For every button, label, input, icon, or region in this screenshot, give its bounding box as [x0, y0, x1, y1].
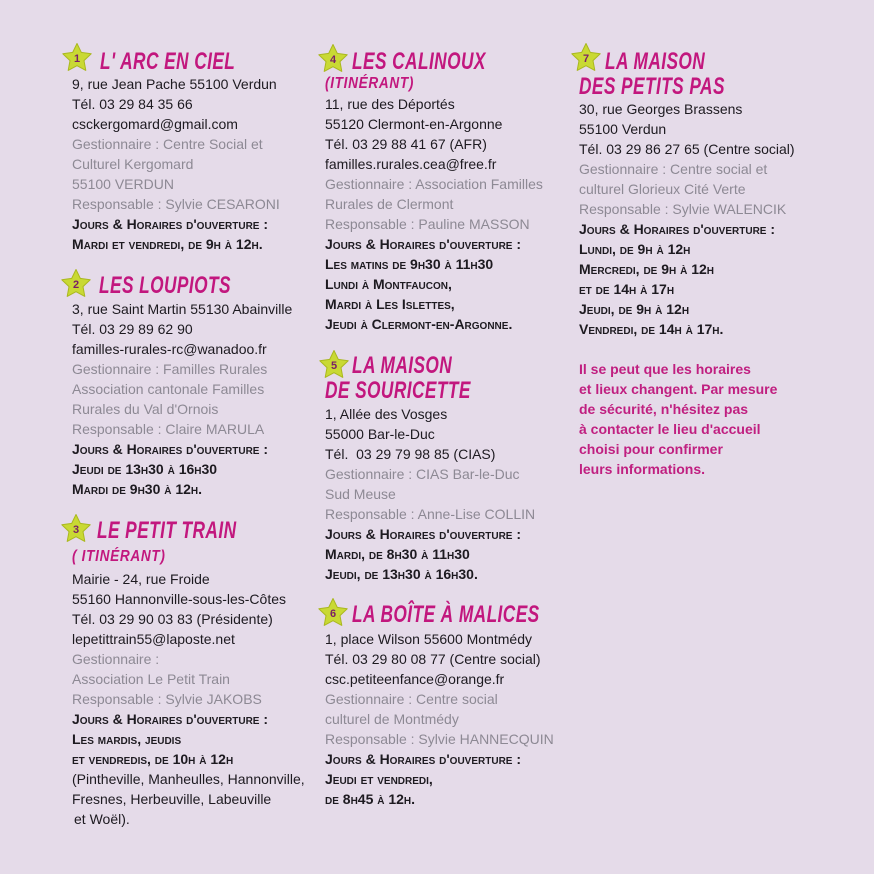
- address-line: Mairie - 24, rue Froide: [72, 571, 210, 587]
- manager-line: Gestionnaire :: [72, 651, 160, 667]
- entry-details: [325, 94, 543, 334]
- entry-subtitle: ( ITINÉRANT): [72, 548, 166, 565]
- note-line: à contacter le lieu d'accueil: [579, 421, 761, 437]
- phone-line: Tél. 03 29 80 08 77 (Centre social): [325, 651, 541, 667]
- phone-line: Tél. 03 29 86 27 65 (Centre social): [579, 141, 795, 157]
- hours-line: Mardi, de 8h30 à 11h30: [325, 546, 470, 562]
- address-line: 55120 Clermont-en-Argonne: [325, 116, 503, 132]
- schedule-warning-note: [579, 359, 777, 479]
- entry-title: LE PETIT TRAIN: [97, 517, 237, 544]
- entry-number: 7: [582, 53, 590, 65]
- address-line: 9, rue Jean Pache 55100 Verdun: [72, 76, 277, 92]
- entry-title: LES LOUPIOTS: [99, 272, 231, 299]
- entry-details: [579, 99, 795, 339]
- entry-title: L' ARC EN CIEL: [100, 48, 236, 75]
- phone-line: Tél. 03 29 90 03 83 (Présidente): [72, 611, 273, 627]
- note-line: choisi pour confirmer: [579, 441, 723, 457]
- phone-line: Tél. 03 29 88 41 67 (AFR): [325, 136, 487, 152]
- email-line: csc.petiteenfance@orange.fr: [325, 671, 505, 687]
- address-line: 1, place Wilson 55600 Montmédy: [325, 631, 532, 647]
- manager-line: Gestionnaire : Familles Rurales: [72, 361, 268, 377]
- manager-line: Gestionnaire : Centre Social et: [72, 136, 263, 152]
- entry-title-line-2: DES PETITS PAS: [579, 73, 725, 100]
- email-line: lepetittrain55@laposte.net: [72, 631, 235, 647]
- address-line: 11, rue des Déportés: [325, 96, 455, 112]
- responsible-line: Responsable : Sylvie HANNECQUIN: [325, 731, 554, 747]
- hours-line: Mercredi, de 9h à 12h: [579, 261, 715, 277]
- address-line: 55160 Hannonville-sous-les-Côtes: [72, 591, 287, 607]
- hours-line: Lundi à Montfaucon,: [325, 276, 452, 292]
- hours-line: de 8h45 à 12h.: [325, 791, 416, 807]
- manager-line: Gestionnaire : Centre social: [325, 691, 498, 707]
- entry-details: [72, 299, 292, 499]
- entry-details: [325, 629, 554, 809]
- entry-number: 6: [329, 608, 337, 620]
- manager-line: Gestionnaire : CIAS Bar-le-Duc: [325, 466, 520, 482]
- manager-line: Association Le Petit Train: [72, 671, 230, 687]
- star-icon: [570, 42, 602, 74]
- hours-line: Lundi, de 9h à 12h: [579, 241, 691, 257]
- responsible-line: Responsable : Sylvie WALENCIK: [579, 201, 787, 217]
- phone-line: Tél. 03 29 89 62 90: [72, 321, 193, 337]
- hours-line: et de 14h à 17h: [579, 281, 675, 297]
- note-line: leurs informations.: [579, 461, 706, 477]
- manager-line: culturel Glorieux Cité Verte: [579, 181, 746, 197]
- hours-label: Jours & Horaires d'ouverture :: [72, 216, 269, 232]
- address-line: 55000 Bar-le-Duc: [325, 426, 435, 442]
- responsible-line: Responsable : Sylvie CESARONI: [72, 196, 280, 212]
- entry-title: LA BOÎTE À MALICES: [352, 601, 540, 628]
- locations-line: Fresnes, Herbeuville, Labeuville: [72, 791, 272, 807]
- entry-title: LA MAISON: [605, 48, 706, 75]
- manager-line: Culturel Kergomard: [72, 156, 194, 172]
- note-line: de sécurité, n'hésitez pas: [579, 401, 749, 417]
- hours-line: Jeudi à Clermont-en-Argonne.: [325, 316, 513, 332]
- responsible-line: Responsable : Pauline MASSON: [325, 216, 530, 232]
- hours-line: Vendredi, de 14h à 17h.: [579, 321, 724, 337]
- entry-details: [72, 74, 280, 254]
- manager-line: Rurales de Clermont: [325, 196, 454, 212]
- locations-line: et Woël).: [74, 811, 130, 827]
- note-line: Il se peut que les horaires: [579, 361, 751, 377]
- manager-line: Gestionnaire : Association Familles: [325, 176, 543, 192]
- entry-details: [72, 569, 305, 829]
- star-icon: [61, 42, 93, 74]
- entry-title: LA MAISON: [352, 352, 453, 379]
- hours-line: Jeudi, de 9h à 12h: [579, 301, 690, 317]
- hours-label: Jours & Horaires d'ouverture :: [325, 526, 522, 542]
- hours-line: Mardi et vendredi, de 9h à 12h.: [72, 236, 263, 252]
- manager-line: Sud Meuse: [325, 486, 396, 502]
- hours-line: et vendredis, de 10h à 12h: [72, 751, 234, 767]
- hours-label: Jours & Horaires d'ouverture :: [72, 441, 269, 457]
- manager-line: Rurales du Val d'Ornois: [72, 401, 219, 417]
- entry-title: LES CALINOUX: [352, 48, 486, 75]
- manager-line: culturel de Montmédy: [325, 711, 459, 727]
- hours-line: Mardi de 9h30 à 12h.: [72, 481, 203, 497]
- address-line: 1, Allée des Vosges: [325, 406, 448, 422]
- email-line: csckergomard@gmail.com: [72, 116, 238, 132]
- hours-label: Jours & Horaires d'ouverture :: [72, 711, 269, 727]
- entry-details: [325, 404, 535, 584]
- responsible-line: Responsable : Anne-Lise COLLIN: [325, 506, 536, 522]
- hours-line: Les matins de 9h30 à 11h30: [325, 256, 494, 272]
- entry-number: 5: [330, 360, 338, 372]
- hours-label: Jours & Horaires d'ouverture :: [325, 236, 522, 252]
- entry-number: 1: [73, 53, 81, 65]
- hours-label: Jours & Horaires d'ouverture :: [325, 751, 522, 767]
- entry-number: 3: [72, 524, 80, 536]
- hours-label: Jours & Horaires d'ouverture :: [579, 221, 776, 237]
- responsible-line: Responsable : Claire MARULA: [72, 421, 265, 437]
- entry-title-line-2: DE SOURICETTE: [325, 377, 471, 404]
- entry-subtitle: (ITINÉRANT): [325, 75, 415, 92]
- star-icon: [317, 43, 349, 75]
- hours-line: Jeudi, de 13h30 à 16h30.: [325, 566, 478, 582]
- hours-line: Mardi à Les Islettes,: [325, 296, 455, 312]
- phone-line: Tél. 03 29 79 98 85 (CIAS): [325, 446, 496, 462]
- locations-line: (Pintheville, Manheulles, Hannonville,: [72, 771, 305, 787]
- star-icon: [317, 597, 349, 629]
- address-line: 55100 Verdun: [579, 121, 667, 137]
- phone-line: Tél. 03 29 84 35 66: [72, 96, 193, 112]
- hours-line: Jeudi et vendredi,: [325, 771, 433, 787]
- entry-number: 2: [72, 279, 80, 291]
- address-line: 3, rue Saint Martin 55130 Abainville: [72, 301, 293, 317]
- hours-line: Jeudi de 13h30 à 16h30: [72, 461, 218, 477]
- entry-number: 4: [329, 54, 337, 66]
- star-icon: [60, 268, 92, 300]
- hours-line: Les mardis, jeudis: [72, 731, 182, 747]
- address-line: 30, rue Georges Brassens: [579, 101, 743, 117]
- manager-line: 55100 VERDUN: [72, 176, 174, 192]
- email-line: familles-rurales-rc@wanadoo.fr: [72, 341, 267, 357]
- manager-line: Association cantonale Familles: [72, 381, 265, 397]
- note-line: et lieux changent. Par mesure: [579, 381, 778, 397]
- manager-line: Gestionnaire : Centre social et: [579, 161, 768, 177]
- star-icon: [60, 513, 92, 545]
- responsible-line: Responsable : Sylvie JAKOBS: [72, 691, 262, 707]
- email-line: familles.rurales.cea@free.fr: [325, 156, 497, 172]
